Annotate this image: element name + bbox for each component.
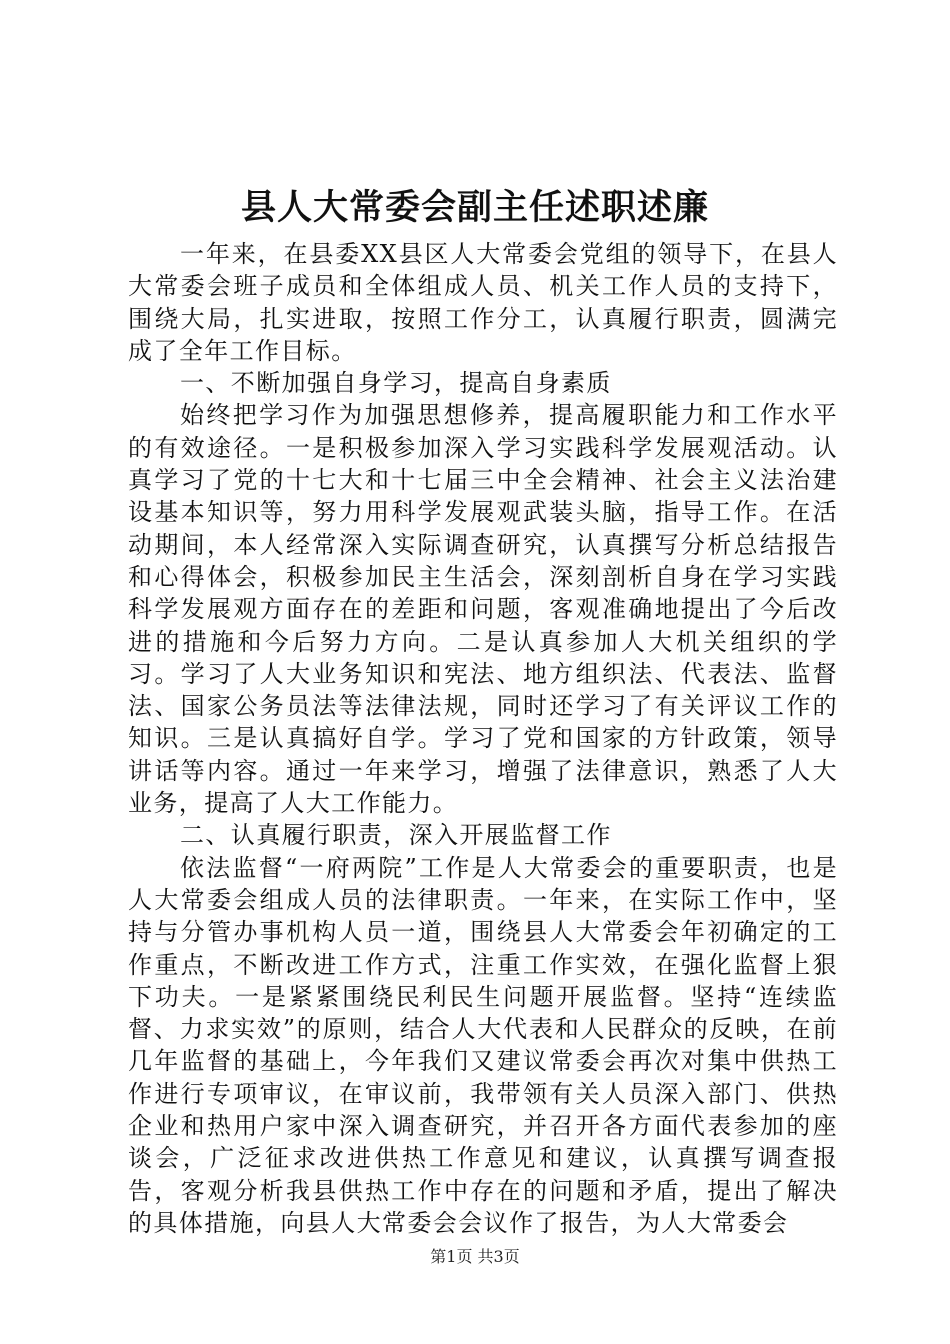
paragraph-intro: 一年来，在县委XX县区人大常委会党组的领导下，在县人大常委会班子成员和全体组成人员、机关工作人员的支持下，围绕大局，扎实进取，按照工作分工，认真履行职责，圆满完成了全年工作目标。: [128, 240, 838, 365]
document-body: [128, 238, 838, 1239]
section-heading-1: 一、不断加强自身学习，提高自身素质: [180, 369, 612, 398]
page-footer: 第1页 共3页: [430, 1247, 520, 1266]
paragraph-supervision: 依法监督“一府两院”工作是人大常委会的重要职责，也是人大常委会组成人员的法律职责。一年来，在实际工作中，坚持与分管办事机构人员一道，围绕县人大常委会年初确定的工作重点，不断改进工作方式，注重工作实效，在强化监督上狠下功夫。一是紧紧围绕民利民生问题开展监督。坚持“连续监督、力求实效”的原则，结合人大代表和人民群众的反映，在前几年监督的基础上，今年我们又建议常委会再次对集中供热工作进行专项审议，在审议前，我带领有关人员深入部门、供热企业和热用户家中深入调查研究，并召开各方面代表参加的座谈会，广泛征求改进供热工作意见和建议，认真撰写调查报告，客观分析我县供热工作中存在的问题和矛盾，提出了解决的具体措施，向县人大常委会会议作了报告，为人大常委会: [128, 853, 838, 1237]
document-title: 县人大常委会副主任述职述廉: [240, 187, 709, 228]
paragraph-study: 始终把学习作为加强思想修养，提高履职能力和工作水平的有效途径。一是积极参加深入学习实践科学发展观活动。认真学习了党的十七大和十七届三中全会精神、社会主义法治建设基本知识等，努力用科学发展观武装头脑，指导工作。在活动期间，本人经常深入实际调查研究，认真撰写分析总结报告和心得体会，积极参加民主生活会，深刻剖析自身在学习实践科学发展观方面存在的差距和问题，客观准确地提出了今后改进的措施和今后努力方向。二是认真参加人大机关组织的学习。学习了人大业务知识和宪法、地方组织法、代表法、监督法、国家公务员法等法律法规，同时还学习了有关评议工作的知识。三是认真搞好自学。学习了党和国家的方针政策，领导讲话等内容。通过一年来学习，增强了法律意识，熟悉了人大业务，提高了人大工作能力。: [128, 401, 838, 818]
section-heading-2: 二、认真履行职责，深入开展监督工作: [180, 821, 612, 850]
